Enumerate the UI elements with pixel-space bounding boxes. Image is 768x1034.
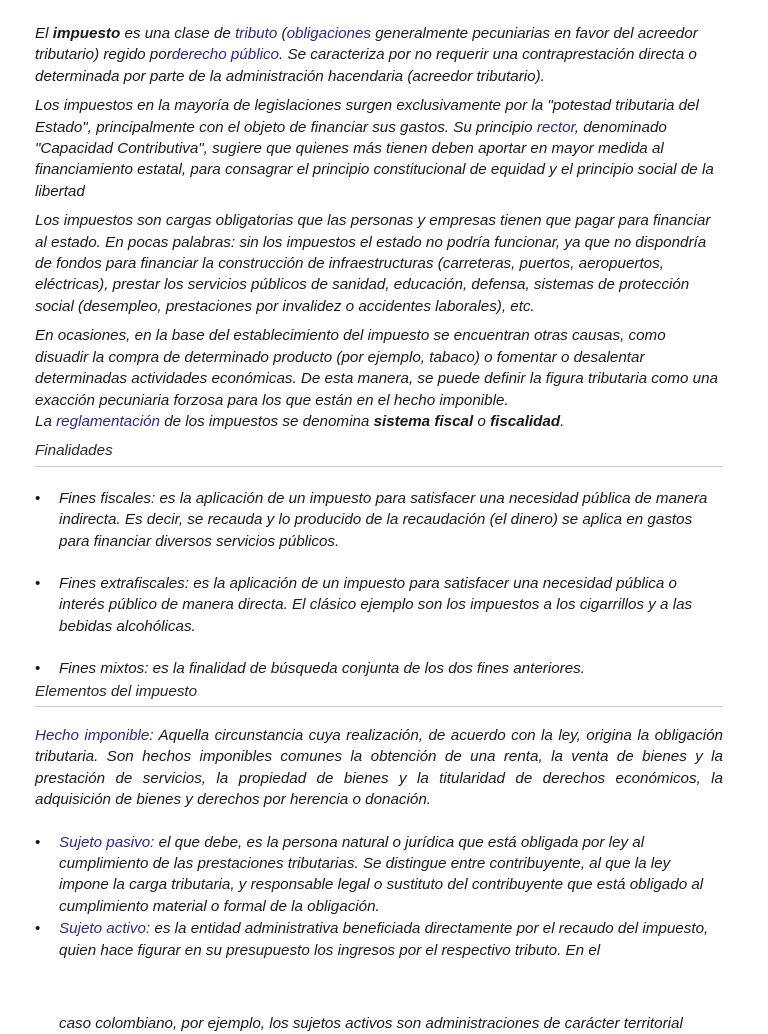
paragraph-intro: [35, 23, 723, 87]
term-sujeto-pasivo: Sujeto pasivo:: [59, 833, 155, 851]
text: de los impuestos se denomina: [159, 412, 374, 430]
list-item: [35, 658, 723, 679]
text: generalmente pecuniarias en favor del acreedor tributario) regido por: [35, 25, 698, 64]
list-item: [35, 488, 723, 552]
list-item: [35, 832, 723, 918]
list-item-text: Fines mixtos: es la finalidad de búsqueda conjunta de los dos fines anteriores.: [59, 660, 585, 678]
link-tributo[interactable]: tributo: [235, 25, 278, 42]
list-item-text: el que debe, es la persona natural o jurídica que está obligada por ley al cumplimiento de las prestaciones tributarias. Se distingue entre contribuyente, al que la ley impone la carga tributaria, y responsable legal o sustituto del contribuyente que está obligado al cumplimiento material o formal de la obligación.: [59, 833, 704, 915]
text: El: [35, 25, 53, 42]
text: La: [35, 412, 57, 430]
text: Aquella circunstancia cuya realización, de acuerdo con la ley, origina la obligación tributaria. Son hechos imponibles comunes la obtención de una renta, la venta de bienes y la prestación de servicios, la propiedad de bienes y la titularidad de derechos económicos, la adquisición de bienes y derechos por herencia o donación.: [35, 726, 723, 809]
paragraph-potestad: [35, 95, 723, 202]
list-item: [35, 573, 723, 637]
section-heading-elementos: Elementos del impuesto: [35, 681, 723, 707]
list-item-text: Fines extrafiscales: es la aplicación de un impuesto para satisfacer una necesidad pública o interés público de manera directa. El clásico ejemplo son los impuestos a los cigarrillos y a las bebidas alcohólicas.: [59, 574, 693, 635]
link-rector[interactable]: rector: [536, 118, 575, 136]
bold-term: sistema fiscal: [373, 412, 474, 430]
term-sujeto-activo: Sujeto activo:: [59, 920, 151, 938]
text: es una clase de: [120, 25, 236, 42]
bullet-icon: •: [35, 920, 41, 938]
text: o: [473, 412, 491, 430]
elementos-list: [35, 832, 723, 961]
bullet-icon: •: [35, 489, 41, 507]
bold-term: fiscalidad: [490, 412, 561, 430]
link-obligaciones[interactable]: obligaciones: [286, 25, 372, 42]
list-item-text: es la entidad administrativa beneficiada directamente por el recaudo del impuesto, quien hace figurar en su presupuesto los ingresos por el respectivo tributo. En el: [59, 920, 709, 959]
text: .: [560, 412, 565, 430]
bullet-icon: •: [35, 833, 41, 851]
text: , denominado "Capacidad Contributiva", sugiere que quienes más tienen deben aportar en mayor medida al financiamiento estatal, para consagrar el principio constitucional de equidad y el principio social de la libertad: [35, 118, 714, 200]
paragraph-ocasiones: [35, 325, 723, 432]
finalidades-list: [35, 488, 723, 680]
list-item: [35, 918, 723, 961]
document-page: [35, 23, 723, 961]
text: Los impuestos en la mayoría de legislaciones surgen exclusivamente por la "potestad tributaria del Estado", principalmente con el objeto de financiar sus gastos. Su principio: [35, 97, 699, 136]
paragraph-hecho-imponible: [35, 725, 723, 811]
link-reglamentacion[interactable]: reglamentación: [56, 412, 160, 430]
bullet-icon: •: [35, 660, 41, 678]
term-hecho-imponible: Hecho imponible:: [35, 726, 154, 744]
cut-off-line: caso colombiano, por ejemplo, los sujetos activos son administraciones de carácter territorial: [59, 1015, 683, 1032]
list-item-text: Fines fiscales: es la aplicación de un impuesto para satisfacer una necesidad pública de manera indirecta. Es decir, se recauda y lo producido de la recaudación (el dinero) se aplica en gastos para financiar diversos servicios públicos.: [59, 489, 708, 550]
section-heading-finalidades: Finalidades: [35, 440, 723, 466]
link-derecho-publico[interactable]: derecho público: [171, 46, 279, 64]
bold-term: impuesto: [52, 25, 121, 42]
text: En ocasiones, en la base del establecimiento del impuesto se encuentran otras causas, como disuadir la compra de determinado producto (por ejemplo, tabaco) o fomentar o desalentar determinadas actividades económicas. De esta manera, se puede definir la figura tributaria como una exacción pecuniaria forzosa para los que están en el hecho imponible.: [35, 327, 718, 409]
text: . Se caracteriza por no requerir una contraprestación directa o determinada por parte de la administración hacendaria (acreedor tributario).: [35, 46, 697, 85]
paragraph-cargas: Los impuestos son cargas obligatorias que las personas y empresas tienen que pagar para financiar al estado. En pocas palabras: sin los impuestos el estado no podría funcionar, ya que no dispondría de fondos para financiar la construcción de infraestructuras (carreteras, puertos, aeropuertos, eléctricas), prestar los servicios públicos de sanidad, educación, defensa, sistemas de protección social (desempleo, prestaciones por invalidez o accidentes laborales), etc.: [35, 212, 711, 315]
bullet-icon: •: [35, 574, 41, 592]
text: (: [277, 25, 287, 42]
